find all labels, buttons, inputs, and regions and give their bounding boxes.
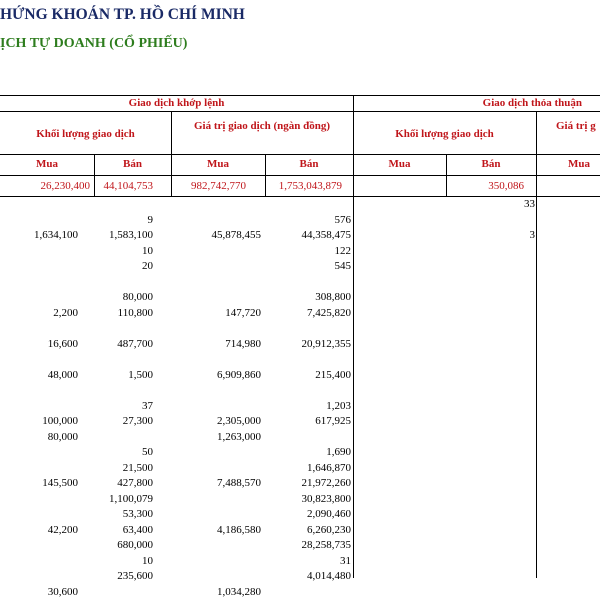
header-sub-rule xyxy=(0,154,600,155)
total-gt-mua: 982,742,770 xyxy=(191,180,246,192)
header-group-rule xyxy=(0,111,600,112)
table-cell: 30,823,800 xyxy=(301,492,351,505)
col-header-ban: Bán xyxy=(123,158,142,170)
table-cell: 714,980 xyxy=(225,337,261,350)
header-top-rule xyxy=(0,95,600,96)
table-cell: 27,300 xyxy=(122,415,153,427)
table-cell: 9 xyxy=(147,213,153,226)
group-header-thoa-thuan xyxy=(353,97,600,109)
table-cell: 3 xyxy=(529,229,535,241)
totals-bottom-rule xyxy=(0,196,600,197)
table-cell: 4,014,480 xyxy=(307,570,351,582)
table-cell: 21,500 xyxy=(122,461,153,474)
report-subtitle: ỊCH TỰ DOANH (CỔ PHIẾU) xyxy=(0,36,188,51)
total-kl-ban: 44,104,753 xyxy=(103,180,153,192)
table-cell: 1,646,870 xyxy=(307,461,351,474)
table-cell: 10 xyxy=(142,554,153,567)
col-header-mua: Mua xyxy=(207,158,229,170)
subheader-khoi-luong-thoa: Khối lượng giao dịch xyxy=(395,128,494,140)
table-cell: 80,000 xyxy=(122,291,153,303)
table-cell: 20,912,355 xyxy=(301,337,351,350)
table-cell: 1,500 xyxy=(128,368,153,381)
table-cell: 6,909,860 xyxy=(217,368,261,381)
col-header-ban: Bán xyxy=(481,158,501,170)
table-cell: 545 xyxy=(334,260,351,272)
table-cell: 21,972,260 xyxy=(301,477,351,489)
table-cell: 617,925 xyxy=(315,415,351,427)
col-header-mua: Mua xyxy=(568,158,590,170)
group-header-khop-lenh: Giao dịch khớp lệnh xyxy=(128,97,225,109)
table-cell: 147,720 xyxy=(225,306,261,319)
table-cell: 53,300 xyxy=(122,508,153,520)
header-bottom-rule xyxy=(0,175,600,176)
table-cell: 6,260,230 xyxy=(307,523,351,536)
table-cell: 42,200 xyxy=(47,523,78,536)
table-cell: 1,583,100 xyxy=(109,229,153,241)
table-cell: 33 xyxy=(524,198,535,210)
table-cell: 44,358,475 xyxy=(301,229,351,241)
table-cell: 1,203 xyxy=(326,399,351,412)
table-cell: 20 xyxy=(142,260,153,272)
table-cell: 1,634,100 xyxy=(34,229,78,241)
table-cell: 308,800 xyxy=(315,291,351,303)
table-cell: 37 xyxy=(142,399,153,412)
table-cell: 427,800 xyxy=(117,477,153,489)
total-tt-ban: 350,086 xyxy=(488,180,524,192)
col-divider xyxy=(536,111,537,578)
col-header-mua: Mua xyxy=(36,158,58,170)
table-cell: 2,305,000 xyxy=(217,415,261,427)
subheader-gia-tri-khop: Giá trị giao dịch (ngàn đồng) xyxy=(194,120,330,132)
group-header-thoa-thuan-text: Giao dịch thỏa thuận xyxy=(482,97,582,109)
table-cell: 576 xyxy=(334,213,351,226)
table-cell: 1,034,280 xyxy=(217,585,261,598)
table-cell: 1,690 xyxy=(326,446,351,458)
table-cell: 63,400 xyxy=(122,523,153,536)
table-cell: 487,700 xyxy=(117,337,153,350)
table-cell: 50 xyxy=(142,446,153,458)
table-cell: 30,600 xyxy=(47,585,78,598)
col-header-ban: Bán xyxy=(299,158,319,170)
total-gt-ban: 1,753,043,879 xyxy=(278,180,342,192)
table-cell: 4,186,580 xyxy=(217,523,261,536)
table-cell: 2,090,460 xyxy=(307,508,351,520)
subheader-gia-tri-thoa: Giá trị g xyxy=(556,120,596,132)
table-cell: 10 xyxy=(142,244,153,257)
table-cell: 100,000 xyxy=(42,415,78,427)
table-cell: 16,600 xyxy=(47,337,78,350)
table-cell: 7,488,570 xyxy=(217,477,261,489)
table-cell: 122 xyxy=(334,244,351,257)
total-kl-mua: 26,230,400 xyxy=(40,180,90,192)
table-cell: 145,500 xyxy=(42,477,78,489)
subheader-khoi-luong-khop: Khối lượng giao dịch xyxy=(36,128,135,140)
report-title: HỨNG KHOÁN TP. HỒ CHÍ MINH xyxy=(0,6,245,23)
table-cell: 28,258,735 xyxy=(301,539,351,551)
table-cell: 1,263,000 xyxy=(217,430,261,443)
table-cell: 2,200 xyxy=(53,306,78,319)
table-cell: 48,000 xyxy=(47,368,78,381)
col-header-mua: Mua xyxy=(388,158,411,170)
table-cell: 110,800 xyxy=(117,306,153,319)
table-cell: 1,100,079 xyxy=(109,492,153,505)
table-cell: 45,878,455 xyxy=(211,229,261,241)
table-cell: 215,400 xyxy=(315,368,351,381)
table-cell: 235,600 xyxy=(117,570,153,582)
table-cell: 80,000 xyxy=(47,430,78,443)
table-cell: 7,425,820 xyxy=(307,306,351,319)
table-cell: 31 xyxy=(340,554,351,567)
table-cell: 680,000 xyxy=(117,539,153,551)
